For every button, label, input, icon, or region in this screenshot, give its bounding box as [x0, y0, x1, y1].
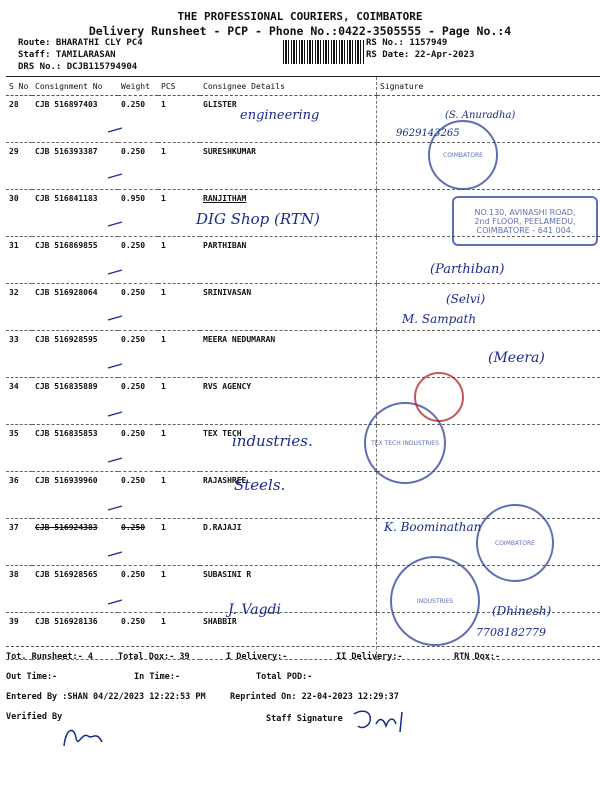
sno-cell: 37: [6, 519, 32, 566]
staff-label: Staff: TAMILARASAN: [18, 50, 116, 60]
weight-cell: 0.250: [118, 519, 158, 566]
consignee-cell: TEX TECH: [200, 425, 377, 472]
handwritten-note: DIG Shop (RTN): [196, 210, 320, 228]
total-dox: Total Dox:- 39: [118, 652, 190, 662]
pcs-cell: 1: [158, 331, 200, 378]
weight-cell: 0.250: [118, 566, 158, 613]
table-row: [6, 284, 600, 331]
consignee-cell: D.RAJAJI: [200, 519, 377, 566]
tex-tech-seal-stamp: TEX TECH INDUSTRIES: [364, 402, 446, 484]
handwritten-note: engineering: [240, 108, 320, 123]
sno-cell: 31: [6, 237, 32, 284]
pcs-cell: 1: [158, 472, 200, 519]
handwritten-signature: K. Boominathan: [384, 520, 482, 534]
rtn-dox: RTN Dox:-: [454, 652, 501, 662]
barcode-image: [283, 40, 365, 64]
staff-signature-label: Staff Signature: [266, 714, 343, 724]
consignee-cell: SUBASINI R: [200, 566, 377, 613]
handwritten-signature: M. Sampath: [402, 312, 477, 326]
handwritten-note: industries.: [232, 432, 313, 450]
col-weight: Weight: [118, 77, 158, 96]
sno-cell: 34: [6, 378, 32, 425]
sno-cell: 29: [6, 143, 32, 190]
handwritten-signature: (Selvi): [446, 292, 486, 306]
col-signature: Signature: [377, 77, 600, 96]
consignee-cell: RVS AGENCY: [200, 378, 377, 425]
consignment-cell: CJB 516835853: [32, 425, 118, 472]
route-label: Route: BHARATHI CLY PC4: [18, 38, 143, 48]
sno-cell: 30: [6, 190, 32, 237]
consignment-cell: CJB 516928136: [32, 613, 118, 660]
pcs-cell: 1: [158, 143, 200, 190]
handwritten-note: Steels.: [234, 476, 286, 494]
handwritten-signature: (Meera): [488, 350, 545, 366]
consignee-cell: SHABBIR: [200, 613, 377, 660]
tot-runsheet: Tot. Runsheet:- 4: [6, 652, 93, 662]
sno-cell: 39: [6, 613, 32, 660]
weight-cell: 0.250: [118, 472, 158, 519]
pcs-cell: 1: [158, 519, 200, 566]
handwritten-signature: (Dhinesh): [492, 604, 552, 618]
weight-cell: 0.250: [118, 237, 158, 284]
weight-cell: 0.250: [118, 143, 158, 190]
industries-seal-stamp: INDUSTRIES: [390, 556, 480, 646]
consignment-cell: CJB 516869855: [32, 237, 118, 284]
coimbatore-seal-stamp: COIMBATORE: [476, 504, 554, 582]
consignee-cell: PARTHIBAN: [200, 237, 377, 284]
address-stamp: NO.130, AVINASHI ROAD, 2nd FLOOR, PEELAMEDU, COIMBATORE - 641 004.: [452, 196, 598, 246]
handwritten-signature: (Parthiban): [430, 262, 505, 277]
handwritten-phone: 7708182779: [476, 626, 546, 639]
handwritten-phone: 9629143265: [396, 128, 460, 139]
reprinted-on: Reprinted On: 22-04-2023 12:29:37: [230, 692, 399, 702]
col-consignment: Consignment No: [32, 77, 118, 96]
col-consignee: Consignee Details: [200, 77, 377, 96]
table-header-row: [6, 77, 600, 96]
pcs-cell: 1: [158, 378, 200, 425]
pcs-cell: 1: [158, 613, 200, 660]
consignee-cell: RAJASHREE: [200, 472, 377, 519]
verified-signature-scribble: [60, 722, 110, 752]
out-time: Out Time:-: [6, 672, 58, 682]
entered-by: Entered By :SHAN 04/22/2023 12:22:53 PM: [6, 692, 206, 702]
consignment-cell: CJB 516928595: [32, 331, 118, 378]
sno-cell: 33: [6, 331, 32, 378]
company-seal-stamp: COIMBATORE: [428, 120, 498, 190]
weight-cell: 0.250: [118, 425, 158, 472]
weight-cell: 0.250: [118, 284, 158, 331]
col-sno: S No: [6, 77, 32, 96]
consignment-cell: CJB 516835889: [32, 378, 118, 425]
verified-by: Verified By: [6, 712, 63, 722]
sno-cell: 38: [6, 566, 32, 613]
weight-cell: 0.250: [118, 96, 158, 143]
pcs-cell: 1: [158, 237, 200, 284]
weight-cell: 0.250: [118, 613, 158, 660]
ii-delivery: II Delivery:-: [336, 652, 403, 662]
consignee-cell: MEERA NEDUMARAN: [200, 331, 377, 378]
weight-cell: 0.250: [118, 378, 158, 425]
table-row: [6, 143, 600, 190]
handwritten-signature: (S. Anuradha): [445, 110, 516, 121]
sno-cell: 32: [6, 284, 32, 331]
consignment-cell: CJB 516393387: [32, 143, 118, 190]
consignment-cell: CJB 516928064: [32, 284, 118, 331]
in-time: In Time:-: [134, 672, 181, 682]
pcs-cell: 1: [158, 284, 200, 331]
consignment-cell: CJB 516924383: [32, 519, 118, 566]
weight-cell: 0.250: [118, 331, 158, 378]
consignee-cell: RANJITHAM: [200, 190, 377, 237]
rs-number: RS No.: 1157949: [366, 38, 448, 48]
pcs-cell: 1: [158, 566, 200, 613]
sno-cell: 35: [6, 425, 32, 472]
staff-signature-scribble: [350, 706, 410, 736]
i-delivery: I Delivery:-: [226, 652, 288, 662]
pcs-cell: 1: [158, 425, 200, 472]
red-seal-stamp: [414, 372, 464, 422]
consignment-cell: CJB 516897403: [32, 96, 118, 143]
pcs-cell: 1: [158, 190, 200, 237]
rs-date: RS Date: 22-Apr-2023: [366, 50, 475, 60]
consignee-cell: SRINIVASAN: [200, 284, 377, 331]
runsheet-subtitle: Delivery Runsheet - PCP - Phone No.:0422-3505555 - Page No.:4: [88, 24, 512, 38]
delivery-tick-marks: [98, 98, 138, 638]
consignment-cell: CJB 516939960: [32, 472, 118, 519]
pcs-cell: 1: [158, 96, 200, 143]
company-title: THE PROFESSIONAL COURIERS, COIMBATORE: [177, 10, 423, 23]
col-pcs: PCS: [158, 77, 200, 96]
consignment-cell: CJB 516928565: [32, 566, 118, 613]
sno-cell: 36: [6, 472, 32, 519]
drs-number: DRS No.: DCJB115794904: [18, 62, 138, 72]
consignee-cell: SURESHKUMAR: [200, 143, 377, 190]
table-row: [6, 378, 600, 425]
total-pod: Total POD:-: [256, 672, 313, 682]
weight-cell: 0.950: [118, 190, 158, 237]
sno-cell: 28: [6, 96, 32, 143]
consignment-cell: CJB 516841183: [32, 190, 118, 237]
footer-divider: [6, 646, 600, 647]
handwritten-note: J. Vagdi: [228, 602, 281, 618]
consignee-cell: GLISTER: [200, 96, 377, 143]
